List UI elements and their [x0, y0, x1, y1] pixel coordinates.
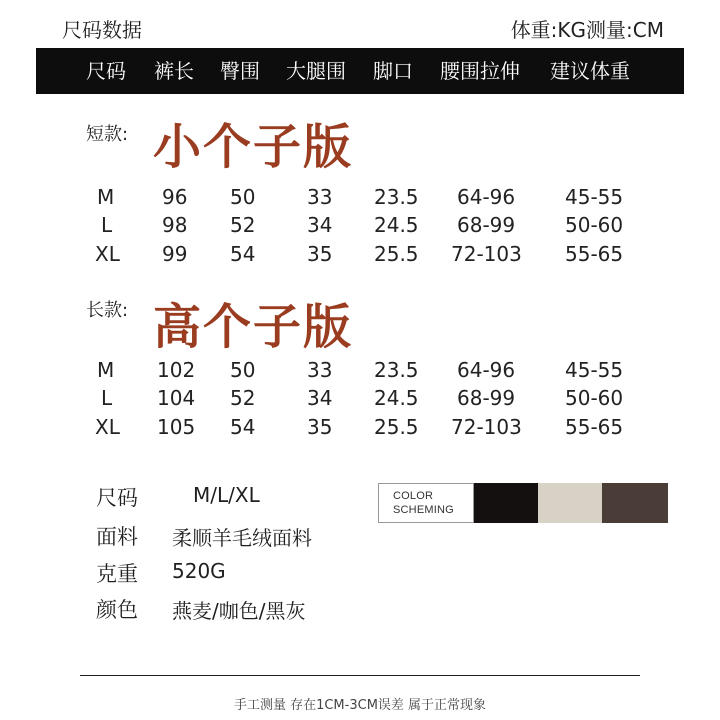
cell-size: L: [101, 213, 113, 237]
cell-leg-opening: 23.5: [374, 358, 419, 382]
cell-pant-length: 96: [162, 185, 188, 209]
cell-waist-stretch: 72-103: [451, 415, 522, 439]
cell-pant-length: 104: [157, 386, 196, 410]
col-suggest-weight: 建议体重: [550, 59, 630, 83]
cell-pant-length: 105: [157, 415, 196, 439]
cell-size: XL: [95, 242, 120, 266]
cell-hip: 50: [230, 358, 256, 382]
spec-color-value: 燕麦/咖色/黑灰: [172, 599, 306, 623]
cell-weight: 45-55: [565, 185, 624, 209]
swatch-black: [474, 483, 538, 523]
spec-fabric-value: 柔顺羊毛绒面料: [172, 526, 312, 550]
cell-size: XL: [95, 415, 120, 439]
cell-thigh: 35: [307, 415, 333, 439]
cell-waist-stretch: 64-96: [457, 358, 516, 382]
cell-hip: 50: [230, 185, 256, 209]
table-row: [0, 183, 720, 211]
cell-hip: 52: [230, 213, 256, 237]
cell-thigh: 33: [307, 185, 333, 209]
spec-size-label: 尺码: [96, 486, 138, 510]
cell-weight: 45-55: [565, 358, 624, 382]
long-label: 长款:: [86, 300, 129, 321]
color-scheme-panel: [378, 483, 668, 523]
cell-thigh: 33: [307, 358, 333, 382]
long-title: 高个子版: [153, 299, 354, 355]
size-data-title: 尺码数据: [62, 18, 142, 42]
cell-hip: 52: [230, 386, 256, 410]
cell-thigh: 35: [307, 242, 333, 266]
cell-pant-length: 99: [162, 242, 188, 266]
table-row: [0, 413, 720, 441]
cell-weight: 55-65: [565, 415, 624, 439]
cell-thigh: 34: [307, 386, 333, 410]
unit-note: 体重:KG测量:CM: [510, 18, 664, 42]
cell-weight: 50-60: [565, 386, 624, 410]
spec-color-label: 颜色: [96, 598, 138, 622]
column-header-bar: [36, 48, 684, 94]
cell-waist-stretch: 64-96: [457, 185, 516, 209]
table-row: [0, 240, 720, 268]
cell-weight: 55-65: [565, 242, 624, 266]
spec-size-value: M/L/XL: [193, 483, 260, 507]
cell-leg-opening: 25.5: [374, 415, 419, 439]
cell-waist-stretch: 72-103: [451, 242, 522, 266]
cell-pant-length: 98: [162, 213, 188, 237]
swatch-coffee: [602, 483, 668, 523]
cell-waist-stretch: 68-99: [457, 386, 516, 410]
cell-weight: 50-60: [565, 213, 624, 237]
cell-size: M: [97, 358, 115, 382]
col-leg-opening: 脚口: [373, 59, 413, 83]
cell-leg-opening: 24.5: [374, 213, 419, 237]
spec-fabric-label: 面料: [96, 525, 138, 549]
cell-hip: 54: [230, 415, 256, 439]
spec-weight-label: 克重: [96, 562, 138, 586]
cell-hip: 54: [230, 242, 256, 266]
col-size: 尺码: [86, 59, 126, 83]
color-scheme-label-box: [378, 483, 474, 523]
table-row: [0, 356, 720, 384]
swatch-oatmeal: [538, 483, 602, 523]
short-title: 小个子版: [153, 119, 354, 175]
cell-waist-stretch: 68-99: [457, 213, 516, 237]
col-hip: 臀围: [220, 59, 260, 83]
cell-size: L: [101, 386, 113, 410]
footer-divider: [80, 675, 640, 676]
cell-leg-opening: 25.5: [374, 242, 419, 266]
color-scheme-label-line2: SCHEMING: [393, 504, 454, 516]
short-label: 短款:: [86, 124, 129, 145]
col-thigh: 大腿围: [286, 59, 346, 83]
spec-weight-value: 520G: [172, 559, 226, 583]
measurement-note: 手工测量 存在1CM-3CM误差 属于正常现象: [233, 698, 487, 713]
cell-thigh: 34: [307, 213, 333, 237]
cell-pant-length: 102: [157, 358, 196, 382]
color-scheme-label-line1: COLOR: [393, 490, 434, 502]
col-pant-length: 裤长: [154, 59, 194, 83]
cell-leg-opening: 23.5: [374, 185, 419, 209]
table-row: [0, 384, 720, 412]
cell-leg-opening: 24.5: [374, 386, 419, 410]
table-row: [0, 211, 720, 239]
cell-size: M: [97, 185, 115, 209]
col-waist-stretch: 腰围拉伸: [440, 59, 520, 83]
